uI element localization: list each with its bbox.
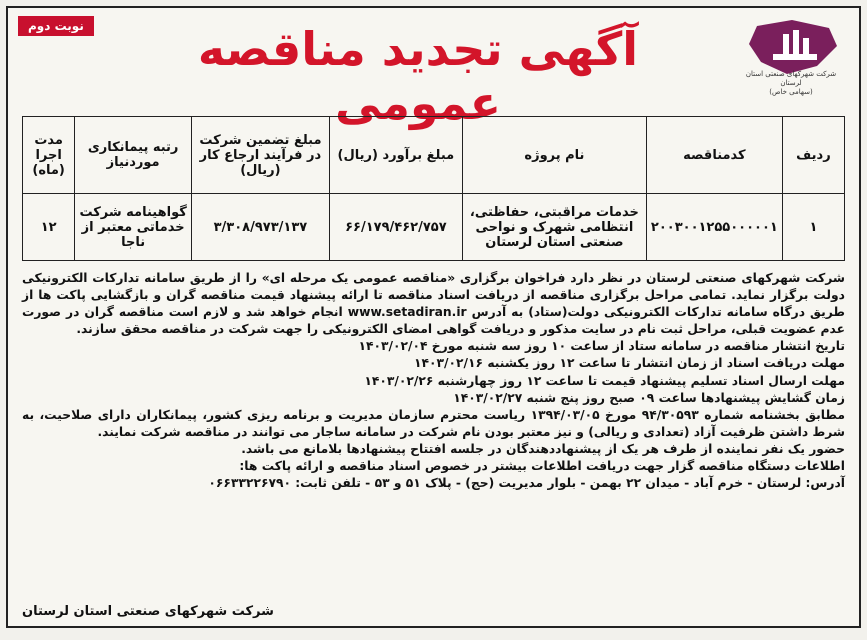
header-duration: مدت اجرا (ماه) xyxy=(23,117,75,194)
cell-duration: ۱۲ xyxy=(23,194,75,261)
cell-contractor-grade: گواهینامه شرکت خدماتی معتبر از ناجا xyxy=(75,194,192,261)
notice-title: آگهی تجدید مناقصه عمومی xyxy=(197,22,639,130)
publish-date-line: تاریخ انتشار مناقصه در سامانه ستاد از ساعت ۱۰ روز سه شنبه مورخ ۱۴۰۳/۰۲/۰۴ xyxy=(358,339,845,354)
opening-time-line: زمان گشایش پیشنهادها ساعت ۰۹ صبح روز پنج شنبه ۱۴۰۳/۰۲/۲۷ xyxy=(453,390,845,405)
table-header-row xyxy=(23,117,845,194)
eligibility-paragraph: مطابق بخشنامه شماره ۹۴/۳۰۵۹۳ مورخ ۱۳۹۴/۰۳/۰۵ ریاست محترم سازمان مدیریت و برنامه ریزی کشور، پیمانکاران دارای صلاحیت، به شرط داشتن ظرفیت آزاد (تعدادی و ریالی) و نیز معتبر بودن نام شرکت در سامانه ساجار می توانند در مناقصه شرکت نمایند. xyxy=(22,407,845,439)
header-guarantee: مبلغ تضمین شرکت در فرآیند ارجاع کار (ریال) xyxy=(192,117,330,194)
header-project-name: نام پروژه xyxy=(462,117,646,194)
cell-estimate: ۶۶/۱۷۹/۴۶۲/۷۵۷ xyxy=(329,194,462,261)
notice-body xyxy=(22,270,845,492)
cell-tender-code: ۲۰۰۳۰۰۱۲۵۵۰۰۰۰۰۱ xyxy=(646,194,782,261)
tender-notice xyxy=(6,6,861,628)
table-row xyxy=(23,194,845,261)
cell-row-number: ۱ xyxy=(782,194,844,261)
header-contractor-grade: رتبه پیمانکاری موردنیاز xyxy=(75,117,192,194)
cell-project-name: خدمات مراقبتی، حفاظتی، انتظامی شهرک و نواحی صنعتی استان لرستان xyxy=(462,194,646,261)
document-deadline-line: مهلت دریافت اسناد از زمان انتشار تا ساعت ۱۲ روز یکشنبه ۱۴۰۳/۰۲/۱۶ xyxy=(414,356,845,371)
company-signature: شرکت شهرکهای صنعتی استان لرستان xyxy=(22,604,274,619)
header-row-number: ردیف xyxy=(782,117,844,194)
logo-org-name: شرکت شهرکهای صنعتی استان لرستان xyxy=(745,70,837,87)
header-estimate: مبلغ برآورد (ریال) xyxy=(329,117,462,194)
attendance-line: حضور یک نفر نماینده از طرف هر یک از پیشنهاددهندگان در جلسه افتتاح پیشنهادها بلامانع می باشد. xyxy=(241,441,845,456)
address-line: آدرس: لرستان - خرم آباد - میدان ۲۲ بهمن - بلوار مدیریت (حج) - پلاک ۵۱ و ۵۳ - تلفن ثابت: ۰۶۶۳۳۲۲۶۷۹۰ xyxy=(208,476,845,491)
cell-guarantee: ۳/۳۰۸/۹۷۳/۱۳۷ xyxy=(192,194,330,261)
logo-org-sub: (سهامی خاص) xyxy=(769,88,813,96)
header-tender-code: کدمناقصه xyxy=(646,117,782,194)
tender-table xyxy=(22,116,845,261)
logo-caption xyxy=(737,70,845,97)
second-notice-badge: نوبت دوم xyxy=(18,16,94,36)
contact-intro-line: اطلاعات دستگاه مناقصه گزار جهت دریافت اطلاعات بیشتر در خصوص اسناد مناقصه و ارائه پاکت ها: xyxy=(239,459,845,474)
intro-paragraph: شرکت شهرکهای صنعتی لرستان در نظر دارد فراخوان برگزاری «مناقصه عمومی یک مرحله ای» را از طریق سامانه تدارکات الکترونیکی دولت برگزار نماید. تمامی مراحل برگزاری مناقصه از دریافت اسناد مناقصه تا ارائه پیشنهاد قیمت مناقصه گران و بازگشایی پاکت ها از طریق درگاه سامانه تدارکات الکترونیکی دولت(ستاد) به آدرس www.setadiran.ir انجام خواهد شد و لازم است مناقصه گران در صورت عدم عضویت قبلی، مراحل ثبت نام در سایت مذکور و دریافت گواهی امضای الکترونیکی را جهت شرکت در مناقصه محقق سازند. xyxy=(22,271,845,337)
submission-deadline-line: مهلت ارسال اسناد تسلیم پیشنهاد قیمت تا ساعت ۱۲ روز چهارشنبه ۱۴۰۳/۰۲/۲۶ xyxy=(364,373,845,388)
